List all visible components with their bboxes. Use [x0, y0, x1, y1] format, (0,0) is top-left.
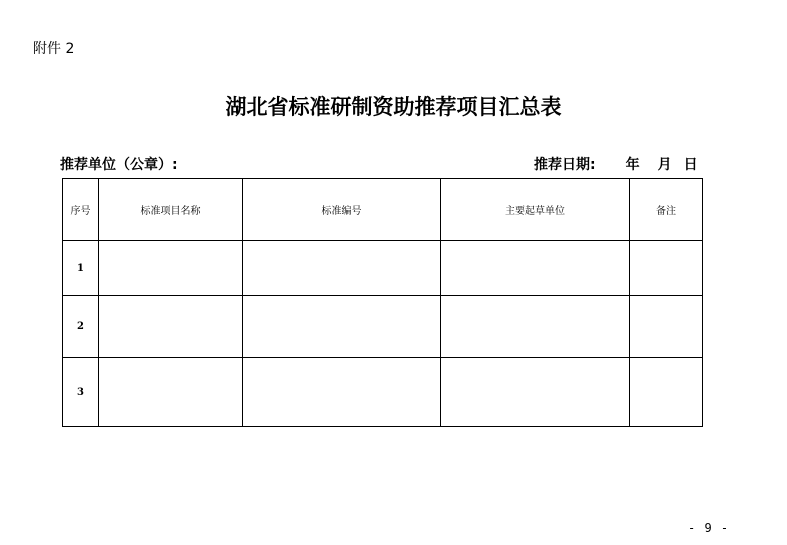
table-row	[63, 358, 703, 427]
cell-standard-code[interactable]	[243, 358, 441, 427]
cell-project-name[interactable]	[99, 358, 243, 427]
table-row	[63, 296, 703, 358]
recommend-date-day: 日	[683, 157, 698, 173]
header-main-drafter: 主要起草单位	[441, 179, 630, 241]
row-index: 1	[63, 241, 99, 296]
cell-main-drafter[interactable]	[441, 241, 630, 296]
recommend-date-label: 推荐日期:	[534, 157, 596, 173]
row-index: 3	[63, 358, 99, 427]
header-index: 序号	[63, 179, 99, 241]
recommend-date-month: 月	[657, 157, 672, 173]
cell-project-name[interactable]	[99, 296, 243, 358]
row-index: 2	[63, 296, 99, 358]
header-project-name: 标准项目名称	[99, 179, 243, 241]
cell-note[interactable]	[630, 296, 703, 358]
summary-table	[62, 178, 703, 427]
recommend-date-year: 年	[625, 157, 640, 173]
cell-note[interactable]	[630, 241, 703, 296]
cell-standard-code[interactable]	[243, 296, 441, 358]
recommending-unit-label: 推荐单位（公章）:	[60, 157, 178, 173]
header-standard-code: 标准编号	[243, 179, 441, 241]
table-header-row	[63, 179, 703, 241]
recommend-date	[534, 154, 698, 174]
cell-standard-code[interactable]	[243, 241, 441, 296]
cell-project-name[interactable]	[99, 241, 243, 296]
attachment-label: 附件 2	[33, 41, 75, 57]
header-note: 备注	[630, 179, 703, 241]
page-number: - 9 -	[688, 521, 730, 535]
cell-note[interactable]	[630, 358, 703, 427]
cell-main-drafter[interactable]	[441, 296, 630, 358]
document-title: 湖北省标准研制资助推荐项目汇总表	[225, 94, 562, 119]
table-row	[63, 241, 703, 296]
cell-main-drafter[interactable]	[441, 358, 630, 427]
